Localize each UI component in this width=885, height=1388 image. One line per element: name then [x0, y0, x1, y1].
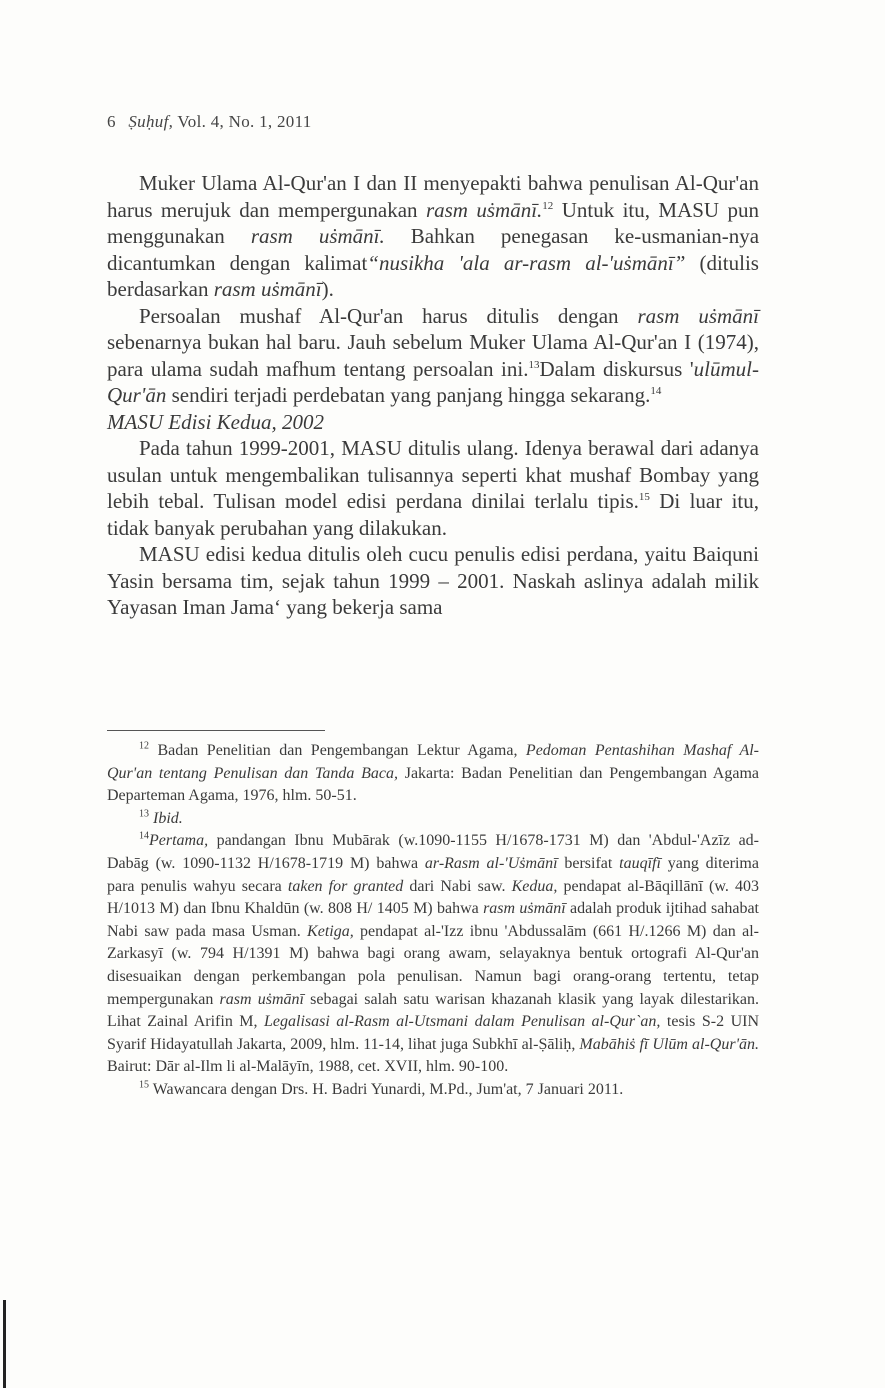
paragraph-2 — [107, 303, 759, 409]
footnote-number: 12 — [139, 740, 149, 752]
italic-term: “nusikha 'ala ar-rasm al-'uṡmānī” — [367, 250, 686, 275]
footnote-number: 14 — [139, 831, 149, 843]
journal-title: Ṣuḥuf, — [128, 112, 174, 131]
text-run: Badan Penelitian dan Pengembangan Lektur Agama, — [149, 742, 526, 759]
italic-term: Mabāhiṡ fī Ulūm al-Qur'ān. — [579, 1035, 759, 1053]
italic-term: Kedua, — [511, 877, 558, 895]
text-run: Dalam diskursus ' — [539, 356, 694, 381]
italic-term: ulūmul-Qur'ān — [107, 356, 759, 407]
footnotes — [107, 740, 759, 1102]
text-run: pendapat al-Bāqillānī (w. 403 H/1013 M) dan Ibnu Khaldūn (w. 808 H/ 1405 M) bahwa — [107, 877, 760, 918]
italic-term: rasm uṡmānī — [483, 900, 566, 918]
footnote-ref-13[interactable]: 13 — [528, 358, 540, 371]
italic-term: rasm uṡmānī. — [250, 224, 385, 248]
footnote-12 — [107, 740, 759, 808]
text-run: sebagai salah satu warisan khazanah klasik yang layak dilestarikan. Lihat Zainal Arifin M, — [107, 990, 760, 1031]
text-run: Bahkan penegasan ke-usmanian-nya dicantumkan dengan kalimat — [107, 224, 760, 275]
text-run: Bairut: Dār al-Ilm li al-Malāyīn, 1988, cet. XVII, hlm. 90-100. — [107, 1058, 509, 1076]
text-run: Persoalan mushaf Al-Qur'an harus ditulis dengan — [139, 303, 638, 328]
italic-term: Ketiga, — [307, 922, 354, 940]
italic-term: Ibid. — [149, 809, 183, 827]
text-run: pandangan Ibnu Mubārak (w.1090-1155 H/1678-1731 M) dan 'Abdul-'Azīz ad-Dabāg (w. 1090-1132 H/1678-1719 M) bahwa — [107, 832, 759, 872]
journal-volume: Vol. 4, No. 1, 2011 — [177, 112, 312, 131]
italic-term: taken for granted — [287, 877, 404, 895]
paragraph-1 — [107, 170, 759, 303]
footnote-number: 15 — [139, 1079, 149, 1091]
footnote-ref-12[interactable]: 12 — [542, 199, 554, 212]
section-heading: MASU Edisi Kedua, 2002 — [107, 409, 324, 434]
italic-term: rasm uṡmānī — [213, 277, 322, 301]
text-run: bersifat — [557, 854, 620, 872]
text-run: Wawancara dengan Drs. H. Badri Yunardi, M.Pd., Jum'at, 7 Januari 2011. — [149, 1080, 624, 1098]
italic-term: rasm uṡmānī. — [425, 197, 543, 222]
text-run: sendiri terjadi perdebatan yang panjang hingga sekarang. — [166, 383, 651, 407]
running-header — [107, 112, 312, 132]
paragraph-4 — [107, 541, 759, 621]
text-run: ). — [321, 277, 334, 301]
text-run: yang diterima para penulis wahyu secara — [107, 854, 759, 895]
italic-term: Pertama, — [149, 832, 209, 850]
text-run: Untuk itu, MASU pun menggunakan — [107, 197, 759, 248]
text-run: tesis S-2 UIN Syarif Hidayatullah Jakarta, 2009, hlm. 11-14, lihat juga Subkhī al-Ṣāliḥ, — [107, 1013, 759, 1053]
footnote-ref-15[interactable]: 15 — [638, 491, 650, 503]
text-run: (ditulis berdasarkan — [107, 250, 759, 301]
scan-edge-bar — [3, 1300, 6, 1388]
text-run: sebenarnya bukan hal baru. Jauh sebelum Muker Ulama Al-Qur'an I (1974), para ulama sudah mafhum tentang persoalan ini. — [107, 330, 759, 381]
paragraph-3 — [107, 435, 759, 541]
footnote-divider — [107, 730, 325, 731]
italic-term: Legalisasi al-Rasm al-Utsmani dalam Penulisan al-Qur`an, — [264, 1013, 661, 1031]
italic-term: rasm uṡmānī — [637, 303, 759, 328]
text-run: dari Nabi saw. — [403, 877, 512, 895]
footnote-14 — [107, 830, 759, 1079]
text-run: adalah produk ijtihad sahabat Nabi saw pada masa Usman. — [107, 900, 760, 940]
italic-term: rasm uṡmānī — [219, 990, 304, 1008]
footnote-15 — [107, 1079, 759, 1102]
text-run: Muker Ulama Al-Qur'an I dan II menyepakti bahwa penulisan Al-Qur'an harus merujuk dan mempergunakan — [107, 171, 759, 222]
text-run: Pada tahun 1999-2001, MASU ditulis ulang. Idenya berawal dari adanya usulan untuk mengembalikan tulisannya seperti khat mushaf Bombay yang lebih tebal. Tulisan model edisi perdana dinilai terlalu tipis. — [107, 436, 759, 513]
text-run: Di luar itu, tidak banyak perubahan yang dilakukan. — [107, 489, 759, 540]
italic-term: ar-Rasm al-'Uṡmānī — [424, 854, 558, 872]
italic-term: Pedoman Pentashihan Mashaf Al-Qur'an tentang Penulisan dan Tanda Baca, — [107, 742, 759, 782]
italic-term: tauqīfī — [619, 854, 661, 872]
page-number: 6 — [107, 112, 116, 131]
footnote-number: 13 — [139, 808, 149, 820]
text-run: MASU edisi kedua ditulis oleh cucu penulis edisi perdana, yaitu Baiquni Yasin bersama tim, sejak tahun 1999 – 2001. Naskah aslinya adalah milik Yayasan Iman Jama‘ yang bekerja sama — [107, 542, 759, 619]
text-run: Jakarta: Badan Penelitian dan Pengembangan Agama Departeman Agama, 1976, hlm. 50-51. — [107, 764, 760, 805]
footnote-ref-14[interactable]: 14 — [650, 385, 662, 397]
footnote-13 — [107, 808, 759, 831]
text-run: pendapat al-'Izz ibnu 'Abdussalām (661 H/.1266 M) dan al-Zarkasyī (w. 794 H/1391 M) bahwa bagi orang awam, selayaknya bentuk ortografi Al-Qur'an disesuaikan dengan perkembangan pola penulisan. Namun bagi orang-orang tertentu, tetap mempergunakan — [107, 922, 760, 1008]
main-text — [107, 170, 759, 621]
